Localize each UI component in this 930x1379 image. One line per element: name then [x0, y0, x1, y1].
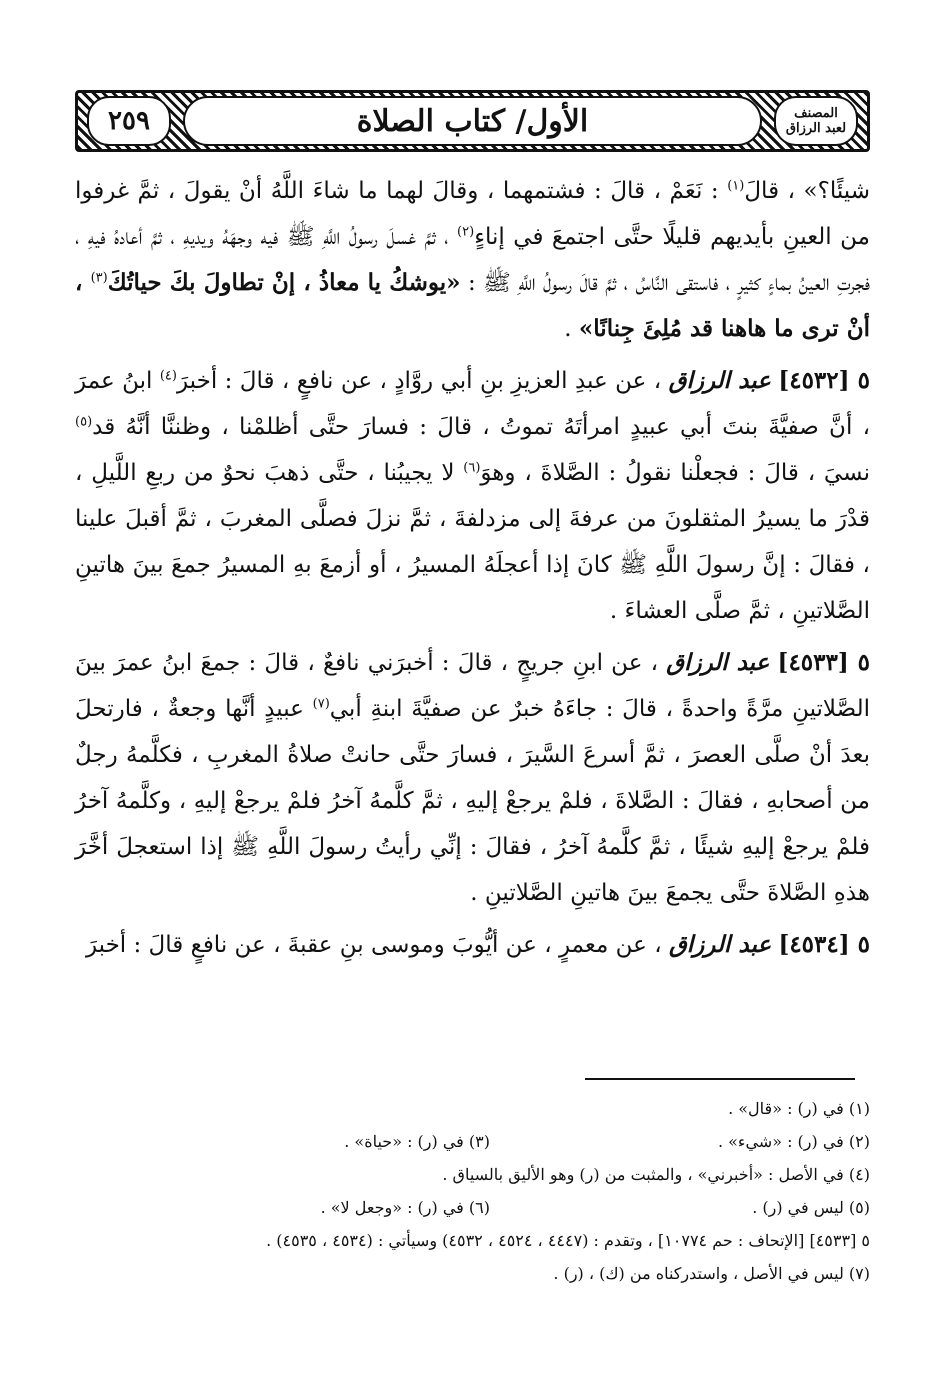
footnote: (٥) ليس في (ر) . — [752, 1198, 870, 1217]
hadith-4533 — [75, 640, 870, 916]
emblem-line-1: المصنف — [794, 106, 838, 121]
footnote: (٣) في (ر) : «حياة» . — [344, 1132, 490, 1151]
footnote: (٧) ليس في الأصل ، واستدركناه من (ك) ، (ر) . — [553, 1264, 870, 1283]
footnote-mark: (٧) — [312, 696, 330, 712]
text-segment: ، عن معمرٍ ، عن أيُّوبَ وموسى بنِ عقبةَ ، عن نافعٍ قالَ : أخبرَ — [85, 932, 669, 958]
page-header — [75, 90, 870, 152]
footnote-row — [75, 1125, 870, 1158]
footnote-mark: (٦) — [463, 460, 481, 476]
text-segment: : نَعَمْ ، قالَ : فشتمهما ، وقالَ لهما ما شاءَ اللَّهُ أنْ يقولَ ، ثمَّ غرفوا من العينِ بأيديهم قليلًا حتَّى اجتمعَ في إناءٍ — [75, 178, 870, 250]
hadith-4532 — [75, 358, 870, 634]
prophetic-quote: «يوشكُ يا معاذُ ، إنْ تطاولَ بكَ حياتُكَ — [107, 269, 461, 296]
footnote-mark: (٣) — [90, 270, 108, 286]
hadith-author: عبد الرزاق — [668, 367, 771, 394]
text-segment: ابنُ عمرَ ، أنَّ صفيَّةَ بنتَ أبي عبيدٍ امرأتَهُ تموتُ ، قالَ : فسارَ حتَّى أظلمْنا ، وظننَّا أنَّهُ قد — [75, 368, 870, 440]
page-number-medallion — [87, 96, 171, 146]
hadith-number: ٥ [٤٥٣٤] — [778, 931, 870, 958]
footnote-mark: (٥) — [75, 414, 93, 430]
page-number: ٢٥٩ — [108, 106, 150, 136]
hadith-number: ٥ [٤٥٣٣] — [777, 649, 871, 676]
text-segment: شيئًا؟» ، قالَ — [744, 178, 870, 204]
hadith-number: ٥ [٤٥٣٢] — [778, 367, 870, 394]
footnote: (٦) في (ر) : «وجعل لا» . — [320, 1198, 490, 1217]
footnote-separator — [585, 1078, 855, 1080]
footnote: (١) في (ر) : «قال» . — [728, 1099, 870, 1118]
continuation-paragraph — [75, 168, 870, 352]
running-title-box — [183, 96, 762, 146]
hadith-4534 — [75, 922, 870, 968]
emblem-line-2: لعبد الرزاق — [785, 121, 847, 136]
footnotes — [75, 1092, 870, 1290]
book-emblem — [774, 96, 858, 146]
text-segment: عبيدٍ أنَّها وجعةٌ ، فارتحلَ بعدَ أنْ صلَّى العصرَ ، ثمَّ أسرعَ السَّيرَ ، فسارَ حتَّى حانتْ صلاةُ المغربِ ، فكلَّمهُ رجلٌ من أصحابهِ ، فقالَ : الصَّلاةَ ، فلمْ يرجعْ إليهِ ، ثمَّ كلَّمهُ آخرُ فلمْ يرجعْ إليهِ ، وكلَّمهُ آخرُ فلمْ يرجعْ إليهِ شيئًا ، ثمَّ كلَّمهُ آخرُ ، فقالَ : إنِّي رأيتُ رسولَ اللَّهِ ﷺ إذا استعجلَ أخَّرَ هذهِ الصَّلاةَ حتَّى يجمعَ بينَ هاتينِ الصَّلاتينِ . — [75, 696, 870, 906]
text-segment: ، عن ابنِ جريجٍ ، قالَ : أخبرَني نافعٌ ، قالَ : جمعَ ابنُ عمرَ بينَ الصَّلاتينِ مرَّةً واحدةً ، قالَ : جاءَهُ خبرٌ عن صفيَّةَ ابنةِ أبي — [75, 650, 870, 722]
footnote: (٢) في (ر) : «شيء» . — [717, 1132, 870, 1151]
running-title: الأول/ كتاب الصلاة — [356, 103, 589, 139]
takhrij-note: ٥ [٤٥٣٣] [الإتحاف : حم ١٠٧٧٤] ، وتقدم : (٤٤٤٧ ، ٤٥٢٤ ، ٤٥٣٢) وسيأتي : (٤٥٣٤ ، ٤٥٣٥) . — [266, 1231, 870, 1250]
footnote-mark: (٤) — [159, 368, 177, 384]
hadith-author: عبد الرزاق — [668, 931, 772, 958]
footnote-row — [75, 1191, 870, 1224]
text-segment: ، عن عبدِ العزيزِ بنِ أبي روَّادٍ ، عن نافعٍ ، قالَ : أخبرَ — [176, 368, 669, 394]
main-text — [75, 168, 870, 974]
text-segment: . — [564, 316, 579, 342]
footnote-mark: (٢) — [457, 224, 475, 240]
footnote-mark: (١) — [727, 178, 745, 194]
text-segment: لا يجيبُنا ، حتَّى ذهبَ نحوٌ من ربعِ اللَّيلِ ، قدْرَ ما يسيرُ المثقلونَ من عرفةَ إلى مزدلفةَ ، ثمَّ نزلَ فصلَّى المغربَ ، ثمَّ أقبلَ علينا ، فقالَ : إنَّ رسولَ اللَّهِ ﷺ كانَ إذا أعجلَهُ المسيرُ ، أو أزمعَ بهِ المسيرُ جمعَ بينَ هاتينِ الصَّلاتينِ ، ثمَّ صلَّى العشاءَ . — [75, 460, 870, 624]
hadith-author: عبد الرزاق — [666, 649, 770, 676]
footnote: (٤) في الأصل : «أخبرني» ، والمثبت من (ر) وهو الأليق بالسياق . — [442, 1165, 870, 1184]
prophetic-quote: ، أنْ ترى ما هاهنا قد مُلِئَ جِنانًا» — [75, 269, 870, 342]
text-segment: ، ثمَّ غسلَ رسولُ اللَّهِ ﷺ فيه وجهَهُ ويديهِ ، ثمَّ أعادهُ فيهِ ، فجرتِ العينُ بماءٍ كثيرٍ ، فاستقى النَّاسُ ، ثمَّ قالَ رسولُ اللَّهِ ﷺ : — [75, 224, 871, 296]
text-segment: نسيَ ، قالَ : فجعلْنا نقولُ : الصَّلاةَ ، وهوَ — [480, 460, 871, 486]
